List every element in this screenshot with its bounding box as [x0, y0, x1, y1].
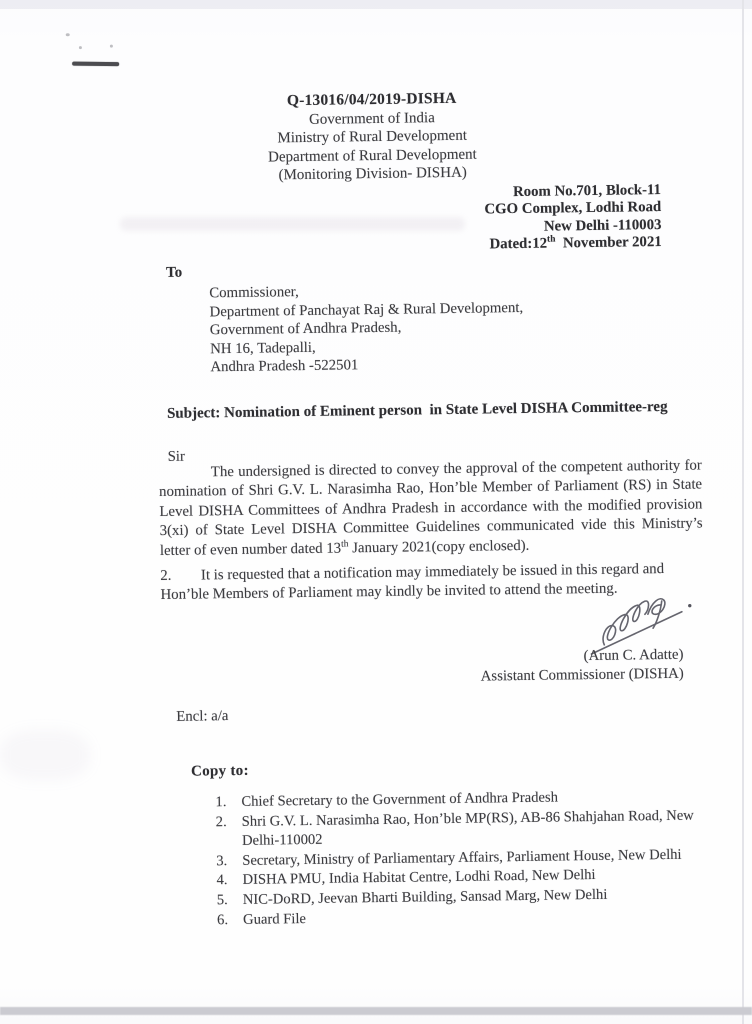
- recipient-line: Andhra Pradesh -522501: [210, 357, 359, 376]
- pen-dot: [79, 46, 82, 49]
- to-label: To: [165, 264, 183, 281]
- date-superscript: th: [546, 234, 556, 245]
- org-line: Ministry of Rural Development: [277, 127, 468, 147]
- pen-dot: [688, 604, 691, 607]
- org-line: Department of Rural Development: [268, 146, 477, 166]
- reference-number: Q-13016/04/2019-DISHA: [286, 89, 457, 110]
- office-address-line: Room No.701, Block-11: [512, 182, 662, 201]
- item-text: Guard File: [242, 910, 307, 928]
- org-line: Government of India: [308, 109, 435, 128]
- office-address-line: CGO Complex, Lodhi Road: [484, 199, 662, 218]
- item-number: 1.: [215, 794, 227, 811]
- office-address-block: [341, 182, 662, 256]
- paragraph-text: The undersigned is directed to convey the approval of the competent authority for nomination of Shri G.V. L. Narasimha Rao, Hon’ble Member of Parliament (RS) in State Level DISHA Committees of Andhra Pradesh in accordance with the modified provision 3(xi) of State Level DISHA Committee Guidelines communicated vide this Ministry’s letter of even number dated 13: [159, 457, 703, 559]
- office-address-line: New Delhi -110003: [543, 216, 662, 235]
- recipient-line: Department of Panchayat Raj & Rural Development,: [209, 299, 524, 320]
- paragraph-text: January 2021(copy enclosed).: [348, 537, 530, 557]
- enclosure-note: Encl: a/a: [176, 708, 229, 725]
- pen-dot: [110, 45, 113, 48]
- recipient-address-block: [209, 278, 630, 377]
- date-superscript: th: [341, 539, 349, 550]
- item-text: Shri G.V. L. Narasimha Rao, Hon’ble MP(RS), AB-86 Shahjahan Road, New Delhi-110002: [241, 807, 694, 850]
- item-number: 4.: [216, 872, 228, 889]
- body-paragraph-2: 2. It is requested that a notification may immediately be issued in this regard and Hon’ble Members of Parliament may kindly be invited to attend the meeting.: [160, 560, 668, 604]
- item-number: 2.: [215, 813, 227, 830]
- signoff-block: [403, 646, 684, 688]
- copy-to-heading: Copy to:: [190, 762, 249, 780]
- item-text: NIC-DoRD, Jeevan Bharti Building, Sansad Marg, New Delhi: [242, 886, 608, 908]
- salutation: Sir: [167, 448, 186, 465]
- item-number: 6.: [216, 911, 229, 928]
- recipient-line: Commissioner,: [209, 284, 299, 302]
- date-text: November 2021: [555, 234, 662, 252]
- subject-line: Subject: Nomination of Eminent person in State Level DISHA Committee-reg: [166, 398, 668, 422]
- date-text: Dated:12: [489, 235, 548, 253]
- recipient-line: Government of Andhra Pradesh,: [209, 319, 402, 339]
- signatory-title: Assistant Commissioner (DISHA): [480, 665, 684, 685]
- item-text: Secretary, Ministry of Parliamentary Affairs, Parliament House, New Delhi: [242, 846, 682, 869]
- item-number: 5.: [216, 892, 228, 909]
- letter-date: [342, 234, 662, 256]
- pen-dot: [66, 33, 70, 36]
- pen-stroke: [72, 62, 119, 67]
- recipient-line: NH 16, Tadepalli,: [210, 339, 316, 358]
- copy-to-list: [215, 786, 729, 930]
- org-line: (Monitoring Division- DISHA): [278, 165, 467, 184]
- body-paragraph-1: [159, 456, 703, 561]
- item-text: DISHA PMU, India Habitat Centre, Lodhi Road, New Delhi: [242, 867, 596, 889]
- letterhead: [122, 88, 623, 188]
- signatory-name: (Arun C. Adatte): [583, 646, 684, 665]
- item-text: Chief Secretary to the Government of Andhra Pradesh: [241, 789, 559, 810]
- item-number: 3.: [216, 852, 228, 870]
